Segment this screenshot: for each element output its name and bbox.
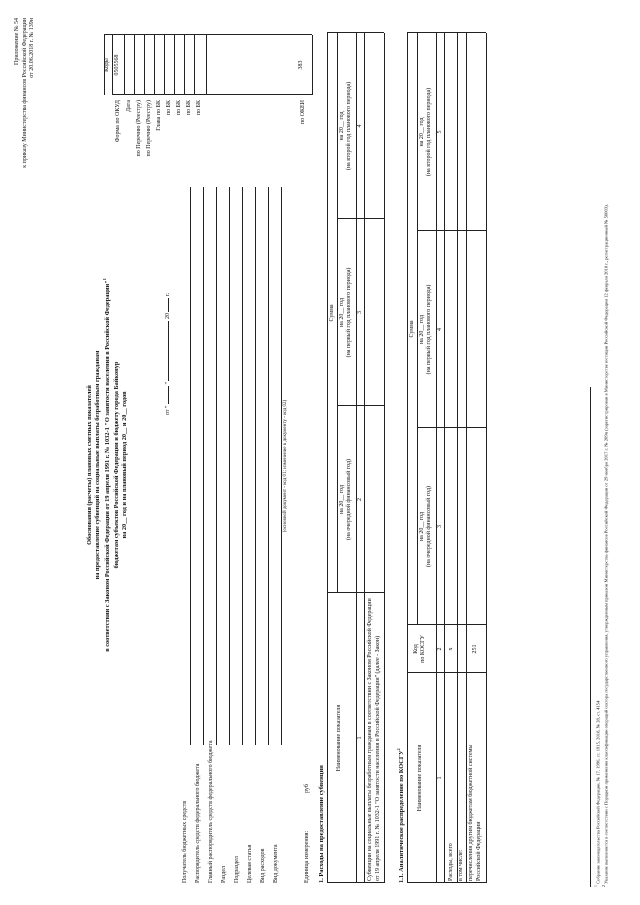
s11-col2-header: на 20__ год (на первый год планового периода) — [419, 284, 432, 375]
appendix-line3: от 20.06.2018 г. № 139н — [29, 18, 35, 78]
s1-col3-header: на 20__ год (на второй год планового периода) — [339, 81, 352, 171]
date-line: от " " 20 г. — [165, 292, 171, 415]
s1-num-1: 1 — [357, 736, 363, 740]
okei-value: 383 — [298, 60, 304, 70]
s1-num-2: 2 — [357, 498, 363, 501]
s1-sum-header: Сумма — [329, 304, 335, 322]
section1-title: 1. Расходы на предоставление субвенции — [318, 765, 325, 883]
s11-row-total-name: Расходы, всего — [448, 843, 454, 881]
section11-footnote-mark: 2 — [396, 748, 401, 751]
reestr2-label: по Перечню (Реестру) — [146, 100, 152, 157]
s11-num-2: 2 — [437, 647, 443, 651]
title-line1: Обоснования (расчеты) плановых сметных показателей — [86, 385, 93, 545]
field-main-distributor: Главный распорядитель средств федерального бюджета — [208, 740, 214, 883]
s11-col3-header: на 20__ год (на второй год планового периода) — [419, 87, 432, 177]
bk1-label: по БК — [166, 100, 172, 116]
footnote-2: $^2$ Указание выполняется в соответствии с Порядком применения классификации операций сектора государственного управления, утвержденным приказом Министерства финансов Российской Федерации от 29 ноября 2017 г. № 209н (зарегистрирован в Министерстве юстиции Российской Федерации 12 февраля 2018 г., регистрационный № 50003). — [601, 204, 609, 887]
codes-header: Коды — [104, 58, 110, 72]
field-target-article: Целевая статья — [247, 844, 253, 883]
bk4-label: по БК — [196, 100, 202, 116]
unit-label: Единица измерения: — [304, 830, 310, 883]
title-line2: на предоставление субвенций на социальные выплаты безработным гражданам — [94, 350, 102, 580]
okud-label: Форма по ОКУД — [115, 100, 121, 143]
bk3-label: по БК — [186, 100, 192, 116]
field-recipient: Получатель бюджетных средств — [182, 800, 188, 883]
appendix-block — [14, 18, 37, 168]
s1-col-name: Наименование показателя — [336, 704, 342, 772]
date-label: Дата — [126, 100, 132, 112]
s11-row-total-code: x — [448, 647, 454, 651]
okud-value: 0505568 — [114, 54, 120, 76]
s1-row-name: Субвенции на социальные выплаты безработным гражданам в соответствии с Законом Российской Федерации от 19 апреля 1991 г. № 1032-1 "О занятости населения в Российской Федерации" (далее - Закон) — [367, 598, 381, 881]
field-expense-type: Вид расходов — [260, 848, 266, 883]
title-line3: в соответствии с Законом Российской Федерации от 19 апреля 1991 г. № 1032-1 "О занятости населения в Российской Федерации"$^1$ — [102, 278, 112, 652]
footnotes — [594, 27, 609, 887]
appendix-line1: Приложение № 54 — [14, 18, 20, 65]
title-footnote-mark: 1 — [102, 278, 108, 281]
reestr1-label: по Перечню (Реестру) — [136, 100, 142, 157]
s1-num-3: 3 — [357, 311, 363, 314]
s11-row-incl-name: в том числе: — [458, 849, 464, 881]
field-distributor: Распорядитель средств федерального бюджета — [195, 763, 201, 883]
s1-col2-header: на 20__ год (на первый год планового периода) — [339, 267, 352, 358]
appendix-line2: к приказу Министерства финансов Российской Федерации — [21, 18, 28, 168]
s11-col-code: Код по КОСГУ — [413, 635, 426, 663]
bk2-label: по БК — [176, 100, 182, 116]
s11-num-4: 4 — [437, 328, 443, 331]
s11-num-1: 1 — [437, 776, 443, 780]
s11-row-transfer-code: 251 — [472, 644, 478, 654]
unit-value: руб — [304, 784, 310, 793]
s11-col1-header: на 20__ год (на очередной финансовый год) — [419, 485, 432, 568]
okei-label: по ОКЕИ — [300, 100, 306, 125]
glava-label: Глава по БК — [156, 100, 162, 131]
title-line4: бюджетам субъектов Российской Федерации и бюджету города Байконур — [112, 361, 120, 569]
field-section: Раздел — [221, 866, 227, 883]
s1-num-4: 4 — [357, 124, 363, 128]
field-document-type: Вид документа — [273, 844, 279, 883]
field-subsection: Подраздел — [234, 856, 240, 883]
document-title — [86, 205, 129, 725]
s11-num-5: 5 — [437, 130, 443, 134]
section11-title: 1.1. Аналитическое распределение по КОСГУ$^2$ — [396, 748, 406, 883]
s1-col1-header: на 20__ год (на очередной финансовый год) — [339, 458, 352, 541]
s11-sum-header: Сумма — [409, 320, 415, 338]
s11-num-3: 3 — [437, 525, 443, 528]
s11-row-transfer-name: перечисления другим бюджетам бюджетной системы Российской Федерации — [468, 744, 482, 881]
document-type-note: (основной документ - код 01; изменение к документу - код 02) — [283, 399, 288, 533]
title-line5: на 20__ год и на плановый период 20__ и 20__ годов — [120, 391, 128, 539]
s11-col-name: Наименование показателя — [417, 744, 423, 812]
footnote-1: $^1$ Собрание законодательства Российской Федерации, № 17, 1996, ст. 1915, 2018, № 28, ст. 4154 — [594, 700, 601, 887]
